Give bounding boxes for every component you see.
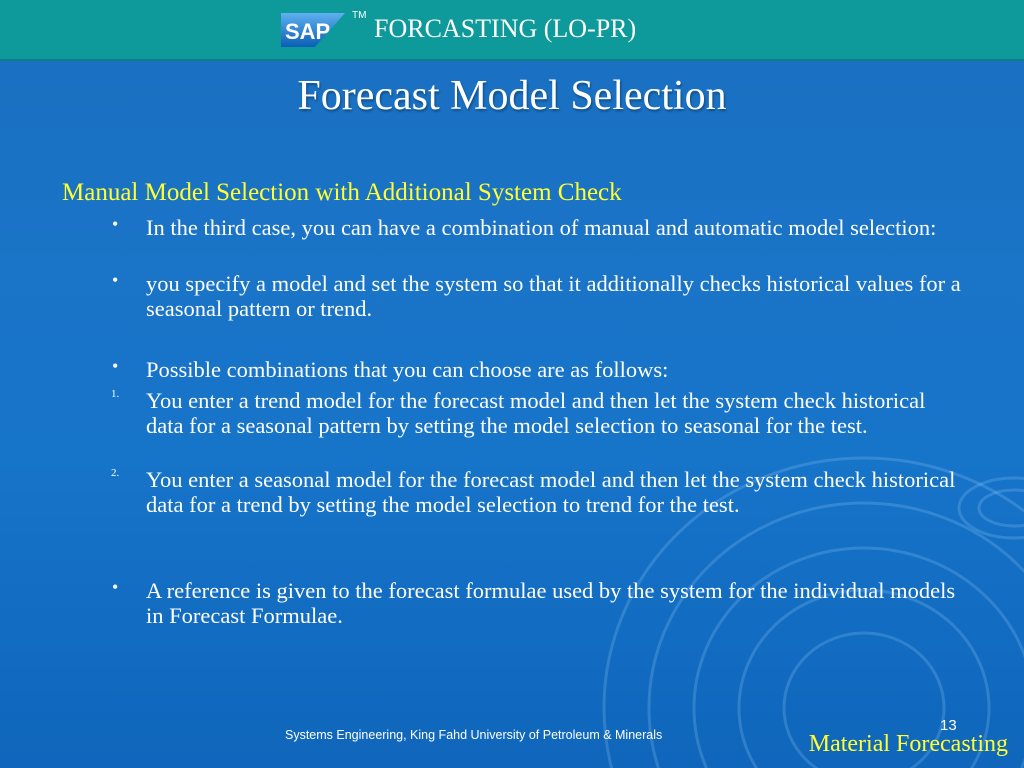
sap-logo bbox=[281, 13, 345, 47]
slide-title: Forecast Model Selection bbox=[297, 73, 727, 119]
bullet-marker: • bbox=[112, 356, 119, 376]
section-subheading: Manual Model Selection with Additional System Check bbox=[62, 179, 622, 206]
header-band bbox=[0, 0, 1024, 61]
bullet-text: A reference is given to the forecast formulae used by the system for the individual models in Forecast Formulae. bbox=[146, 578, 956, 628]
numbered-item-text: You enter a seasonal model for the forecast model and then let the system check historical data for a trend by setting the model selection to trend for the test. bbox=[146, 467, 956, 517]
svg-text:SAP: SAP bbox=[285, 19, 331, 44]
bullet-marker: • bbox=[112, 270, 119, 290]
bullet-marker: • bbox=[112, 577, 119, 597]
footer-topic: Material Forecasting bbox=[808, 731, 1008, 757]
course-title: FORCASTING (LO-PR) bbox=[374, 14, 637, 43]
footer-credit: Systems Engineering, King Fahd University of Petroleum & Minerals bbox=[285, 728, 663, 742]
numbered-item-text: You enter a trend model for the forecast model and then let the system check historical data for a seasonal pattern by setting the model selection to seasonal for the test. bbox=[146, 388, 926, 438]
bullet-marker: • bbox=[112, 214, 119, 234]
number-marker: 1. bbox=[111, 388, 120, 400]
bullet-text: In the third case, you can have a combination of manual and automatic model selection: bbox=[146, 215, 937, 240]
trademark-label: TM bbox=[352, 10, 367, 21]
bullet-text: Possible combinations that you can choose are as follows: bbox=[146, 357, 669, 382]
bullet-text: you specify a model and set the system so that it additionally checks historical values for a seasonal pattern or trend. bbox=[146, 271, 961, 321]
page-number: 13 bbox=[940, 717, 957, 734]
number-marker: 2. bbox=[111, 467, 120, 479]
